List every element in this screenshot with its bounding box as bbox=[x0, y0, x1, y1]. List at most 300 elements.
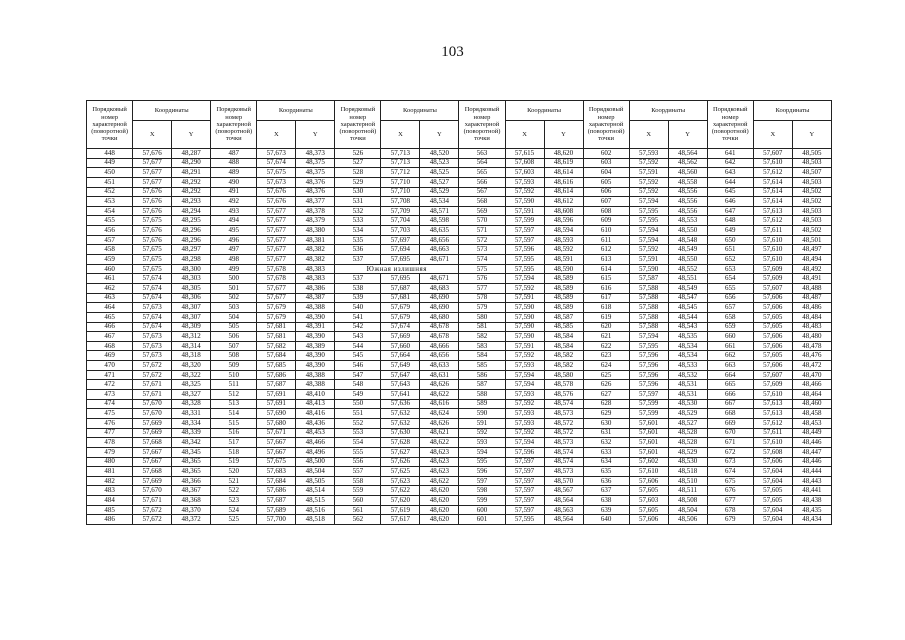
y-cell: 48,287 bbox=[172, 149, 211, 159]
point-number-cell: 514 bbox=[211, 409, 257, 419]
table-row bbox=[87, 149, 832, 159]
y-cell: 48,529 bbox=[668, 409, 707, 419]
x-cell: 57,592 bbox=[505, 399, 544, 409]
y-cell: 48,388 bbox=[296, 303, 335, 313]
point-number-cell: 488 bbox=[211, 158, 257, 168]
point-number-cell: 643 bbox=[707, 168, 753, 178]
y-cell: 48,389 bbox=[296, 341, 335, 351]
point-number-cell: 489 bbox=[211, 168, 257, 178]
y-cell: 48,574 bbox=[544, 399, 583, 409]
point-number-cell: 611 bbox=[583, 235, 629, 245]
point-number-cell: 547 bbox=[335, 370, 381, 380]
point-number-cell: 675 bbox=[707, 476, 753, 486]
point-number-cell: 615 bbox=[583, 274, 629, 284]
point-number-cell: 605 bbox=[583, 177, 629, 187]
x-cell: 57,610 bbox=[753, 235, 792, 245]
section-note: Южная излишняя bbox=[335, 264, 459, 274]
y-cell: 48,480 bbox=[792, 332, 831, 342]
y-cell: 48,441 bbox=[792, 486, 831, 496]
point-number-cell: 606 bbox=[583, 187, 629, 197]
y-cell: 48,294 bbox=[172, 206, 211, 216]
point-number-cell: 448 bbox=[87, 149, 133, 159]
y-cell: 48,511 bbox=[668, 486, 707, 496]
x-cell: 57,597 bbox=[629, 390, 668, 400]
x-cell: 57,608 bbox=[753, 447, 792, 457]
point-number-cell: 588 bbox=[459, 390, 505, 400]
x-cell: 57,677 bbox=[257, 206, 296, 216]
x-cell: 57,588 bbox=[629, 322, 668, 332]
point-number-cell: 469 bbox=[87, 351, 133, 361]
x-cell: 57,587 bbox=[629, 274, 668, 284]
y-cell: 48,486 bbox=[792, 303, 831, 313]
x-cell: 57,604 bbox=[753, 505, 792, 515]
y-cell: 48,460 bbox=[792, 399, 831, 409]
point-number-cell: 495 bbox=[211, 226, 257, 236]
point-number-cell: 626 bbox=[583, 380, 629, 390]
point-number-cell: 467 bbox=[87, 332, 133, 342]
x-cell: 57,612 bbox=[753, 216, 792, 226]
y-cell: 48,589 bbox=[544, 274, 583, 284]
point-number-cell: 463 bbox=[87, 293, 133, 303]
point-number-cell: 609 bbox=[583, 216, 629, 226]
x-cell: 57,592 bbox=[629, 177, 668, 187]
x-cell: 57,612 bbox=[753, 418, 792, 428]
x-cell: 57,680 bbox=[257, 418, 296, 428]
y-cell: 48,593 bbox=[544, 235, 583, 245]
x-cell: 57,686 bbox=[257, 370, 296, 380]
x-cell: 57,671 bbox=[133, 380, 172, 390]
y-cell: 48,342 bbox=[172, 438, 211, 448]
table-row bbox=[87, 312, 832, 322]
x-cell: 57,669 bbox=[133, 476, 172, 486]
point-number-cell: 561 bbox=[335, 505, 381, 515]
y-cell: 48,303 bbox=[172, 274, 211, 284]
x-cell: 57,588 bbox=[629, 283, 668, 293]
y-cell: 48,591 bbox=[544, 255, 583, 265]
x-cell: 57,591 bbox=[505, 341, 544, 351]
y-cell: 48,574 bbox=[544, 457, 583, 467]
point-number-cell: 499 bbox=[211, 264, 257, 274]
header-coordinates: Координаты bbox=[133, 101, 211, 121]
y-cell: 48,388 bbox=[296, 380, 335, 390]
point-number-cell: 667 bbox=[707, 399, 753, 409]
point-number-cell: 570 bbox=[459, 216, 505, 226]
x-cell: 57,615 bbox=[505, 149, 544, 159]
x-cell: 57,712 bbox=[381, 168, 420, 178]
y-cell: 48,530 bbox=[668, 399, 707, 409]
x-cell: 57,625 bbox=[381, 467, 420, 477]
point-number-cell: 654 bbox=[707, 274, 753, 284]
y-cell: 48,365 bbox=[172, 467, 211, 477]
y-cell: 48,305 bbox=[172, 283, 211, 293]
x-cell: 57,609 bbox=[753, 274, 792, 284]
x-cell: 57,592 bbox=[629, 187, 668, 197]
point-number-cell: 597 bbox=[459, 476, 505, 486]
x-cell: 57,595 bbox=[629, 216, 668, 226]
y-cell: 48,626 bbox=[420, 418, 459, 428]
x-cell: 57,603 bbox=[629, 496, 668, 506]
point-number-cell: 520 bbox=[211, 467, 257, 477]
x-cell: 57,611 bbox=[753, 428, 792, 438]
point-number-cell: 662 bbox=[707, 351, 753, 361]
x-cell: 57,622 bbox=[381, 486, 420, 496]
point-number-cell: 486 bbox=[87, 515, 133, 525]
y-cell: 48,367 bbox=[172, 486, 211, 496]
x-cell: 57,591 bbox=[629, 255, 668, 265]
table-row bbox=[87, 274, 832, 284]
x-cell: 57,679 bbox=[257, 303, 296, 313]
y-cell: 48,576 bbox=[544, 390, 583, 400]
x-cell: 57,675 bbox=[133, 216, 172, 226]
point-number-cell: 584 bbox=[459, 351, 505, 361]
x-cell: 57,687 bbox=[257, 380, 296, 390]
header-y: Y bbox=[792, 121, 831, 149]
y-cell: 48,488 bbox=[792, 283, 831, 293]
x-cell: 57,676 bbox=[133, 226, 172, 236]
point-number-cell: 635 bbox=[583, 467, 629, 477]
point-number-cell: 529 bbox=[335, 177, 381, 187]
y-cell: 48,295 bbox=[172, 216, 211, 226]
y-cell: 48,307 bbox=[172, 312, 211, 322]
y-cell: 48,339 bbox=[172, 428, 211, 438]
x-cell: 57,677 bbox=[133, 158, 172, 168]
y-cell: 48,534 bbox=[420, 197, 459, 207]
x-cell: 57,673 bbox=[133, 341, 172, 351]
x-cell: 57,677 bbox=[257, 245, 296, 255]
table-row bbox=[87, 380, 832, 390]
point-number-cell: 524 bbox=[211, 505, 257, 515]
x-cell: 57,606 bbox=[753, 341, 792, 351]
point-number-cell: 540 bbox=[335, 303, 381, 313]
header-x: X bbox=[629, 121, 668, 149]
x-cell: 57,614 bbox=[753, 197, 792, 207]
x-cell: 57,605 bbox=[753, 351, 792, 361]
x-cell: 57,672 bbox=[133, 361, 172, 371]
point-number-cell: 631 bbox=[583, 428, 629, 438]
x-cell: 57,677 bbox=[257, 216, 296, 226]
x-cell: 57,677 bbox=[133, 177, 172, 187]
point-number-cell: 629 bbox=[583, 409, 629, 419]
point-number-cell: 526 bbox=[335, 149, 381, 159]
y-cell: 48,550 bbox=[668, 255, 707, 265]
point-number-cell: 624 bbox=[583, 361, 629, 371]
point-number-cell: 602 bbox=[583, 149, 629, 159]
y-cell: 48,390 bbox=[296, 332, 335, 342]
table-row bbox=[87, 515, 832, 525]
x-cell: 57,620 bbox=[381, 496, 420, 506]
x-cell: 57,675 bbox=[257, 457, 296, 467]
y-cell: 48,372 bbox=[172, 515, 211, 525]
x-cell: 57,606 bbox=[753, 332, 792, 342]
y-cell: 48,503 bbox=[792, 177, 831, 187]
point-number-cell: 568 bbox=[459, 197, 505, 207]
x-cell: 57,609 bbox=[753, 380, 792, 390]
x-cell: 57,603 bbox=[505, 168, 544, 178]
x-cell: 57,679 bbox=[381, 312, 420, 322]
x-cell: 57,610 bbox=[753, 438, 792, 448]
point-number-cell: 545 bbox=[335, 351, 381, 361]
x-cell: 57,610 bbox=[753, 245, 792, 255]
point-number-cell: 664 bbox=[707, 370, 753, 380]
point-number-cell: 583 bbox=[459, 341, 505, 351]
y-cell: 48,505 bbox=[296, 476, 335, 486]
x-cell: 57,606 bbox=[629, 515, 668, 525]
point-number-cell: 510 bbox=[211, 370, 257, 380]
header-x: X bbox=[381, 121, 420, 149]
y-cell: 48,309 bbox=[172, 322, 211, 332]
y-cell: 48,377 bbox=[296, 197, 335, 207]
y-cell: 48,556 bbox=[668, 206, 707, 216]
x-cell: 57,672 bbox=[133, 515, 172, 525]
point-number-cell: 511 bbox=[211, 380, 257, 390]
y-cell: 48,504 bbox=[296, 467, 335, 477]
x-cell: 57,613 bbox=[753, 399, 792, 409]
header-x: X bbox=[257, 121, 296, 149]
x-cell: 57,674 bbox=[133, 283, 172, 293]
y-cell: 48,375 bbox=[296, 158, 335, 168]
point-number-cell: 580 bbox=[459, 312, 505, 322]
x-cell: 57,679 bbox=[257, 312, 296, 322]
point-number-cell: 559 bbox=[335, 486, 381, 496]
point-number-cell: 610 bbox=[583, 226, 629, 236]
x-cell: 57,597 bbox=[505, 457, 544, 467]
y-cell: 48,383 bbox=[296, 274, 335, 284]
point-number-cell: 505 bbox=[211, 322, 257, 332]
point-number-cell: 673 bbox=[707, 457, 753, 467]
y-cell: 48,378 bbox=[296, 206, 335, 216]
header-point-number: Порядковый номер характерной (поворотной) точки bbox=[335, 101, 381, 149]
point-number-cell: 600 bbox=[459, 505, 505, 515]
x-cell: 57,588 bbox=[629, 293, 668, 303]
x-cell: 57,590 bbox=[505, 303, 544, 313]
y-cell: 48,623 bbox=[420, 447, 459, 457]
point-number-cell: 483 bbox=[87, 486, 133, 496]
x-cell: 57,671 bbox=[257, 428, 296, 438]
y-cell: 48,622 bbox=[420, 438, 459, 448]
x-cell: 57,676 bbox=[133, 235, 172, 245]
x-cell: 57,601 bbox=[629, 428, 668, 438]
point-number-cell: 521 bbox=[211, 476, 257, 486]
point-number-cell: 472 bbox=[87, 380, 133, 390]
y-cell: 48,533 bbox=[668, 361, 707, 371]
x-cell: 57,649 bbox=[381, 361, 420, 371]
x-cell: 57,630 bbox=[381, 428, 420, 438]
x-cell: 57,703 bbox=[381, 226, 420, 236]
x-cell: 57,668 bbox=[133, 467, 172, 477]
x-cell: 57,628 bbox=[381, 438, 420, 448]
x-cell: 57,676 bbox=[133, 206, 172, 216]
point-number-cell: 481 bbox=[87, 467, 133, 477]
point-number-cell: 623 bbox=[583, 351, 629, 361]
point-number-cell: 621 bbox=[583, 332, 629, 342]
x-cell: 57,668 bbox=[133, 438, 172, 448]
table-row bbox=[87, 496, 832, 506]
y-cell: 48,656 bbox=[420, 235, 459, 245]
x-cell: 57,675 bbox=[133, 255, 172, 265]
header-y: Y bbox=[668, 121, 707, 149]
x-cell: 57,595 bbox=[505, 515, 544, 525]
x-cell: 57,682 bbox=[257, 341, 296, 351]
x-cell: 57,610 bbox=[753, 255, 792, 265]
point-number-cell: 594 bbox=[459, 447, 505, 457]
x-cell: 57,613 bbox=[753, 409, 792, 419]
x-cell: 57,643 bbox=[381, 380, 420, 390]
y-cell: 48,678 bbox=[420, 332, 459, 342]
point-number-cell: 622 bbox=[583, 341, 629, 351]
x-cell: 57,612 bbox=[753, 168, 792, 178]
y-cell: 48,318 bbox=[172, 351, 211, 361]
x-cell: 57,677 bbox=[133, 168, 172, 178]
x-cell: 57,623 bbox=[381, 476, 420, 486]
y-cell: 48,534 bbox=[668, 351, 707, 361]
table-row bbox=[87, 447, 832, 457]
point-number-cell: 672 bbox=[707, 447, 753, 457]
point-number-cell: 479 bbox=[87, 447, 133, 457]
x-cell: 57,660 bbox=[381, 341, 420, 351]
y-cell: 48,612 bbox=[544, 197, 583, 207]
y-cell: 48,633 bbox=[420, 361, 459, 371]
point-number-cell: 554 bbox=[335, 438, 381, 448]
point-number-cell: 504 bbox=[211, 312, 257, 322]
y-cell: 48,635 bbox=[420, 226, 459, 236]
y-cell: 48,585 bbox=[544, 322, 583, 332]
x-cell: 57,593 bbox=[629, 149, 668, 159]
point-number-cell: 595 bbox=[459, 457, 505, 467]
y-cell: 48,487 bbox=[792, 293, 831, 303]
y-cell: 48,547 bbox=[668, 293, 707, 303]
x-cell: 57,673 bbox=[257, 149, 296, 159]
y-cell: 48,507 bbox=[792, 168, 831, 178]
y-cell: 48,620 bbox=[420, 486, 459, 496]
y-cell: 48,552 bbox=[668, 264, 707, 274]
point-number-cell: 471 bbox=[87, 370, 133, 380]
x-cell: 57,667 bbox=[133, 447, 172, 457]
x-cell: 57,632 bbox=[381, 409, 420, 419]
y-cell: 48,506 bbox=[668, 515, 707, 525]
y-cell: 48,563 bbox=[544, 505, 583, 515]
x-cell: 57,674 bbox=[133, 322, 172, 332]
point-number-cell: 648 bbox=[707, 216, 753, 226]
y-cell: 48,449 bbox=[792, 428, 831, 438]
x-cell: 57,677 bbox=[257, 226, 296, 236]
y-cell: 48,614 bbox=[544, 168, 583, 178]
y-cell: 48,472 bbox=[792, 361, 831, 371]
y-cell: 48,582 bbox=[544, 361, 583, 371]
point-number-cell: 451 bbox=[87, 177, 133, 187]
point-number-cell: 636 bbox=[583, 476, 629, 486]
x-cell: 57,667 bbox=[257, 438, 296, 448]
y-cell: 48,312 bbox=[172, 332, 211, 342]
y-cell: 48,631 bbox=[420, 370, 459, 380]
header-coordinates: Координаты bbox=[505, 101, 583, 121]
table-row bbox=[87, 293, 832, 303]
point-number-cell: 474 bbox=[87, 399, 133, 409]
point-number-cell: 453 bbox=[87, 197, 133, 207]
table-header bbox=[87, 101, 832, 149]
header-point-number: Порядковый номер характерной (поворотной) точки bbox=[583, 101, 629, 149]
y-cell: 48,525 bbox=[420, 168, 459, 178]
y-cell: 48,307 bbox=[172, 303, 211, 313]
x-cell: 57,695 bbox=[381, 255, 420, 265]
x-cell: 57,595 bbox=[505, 264, 544, 274]
y-cell: 48,366 bbox=[172, 476, 211, 486]
point-number-cell: 537 bbox=[335, 255, 381, 265]
y-cell: 48,370 bbox=[172, 505, 211, 515]
y-cell: 48,534 bbox=[668, 341, 707, 351]
point-number-cell: 518 bbox=[211, 447, 257, 457]
y-cell: 48,608 bbox=[544, 206, 583, 216]
point-number-cell: 538 bbox=[335, 283, 381, 293]
point-number-cell: 591 bbox=[459, 418, 505, 428]
y-cell: 48,390 bbox=[296, 351, 335, 361]
table-row bbox=[87, 187, 832, 197]
point-number-cell: 461 bbox=[87, 274, 133, 284]
y-cell: 48,298 bbox=[172, 255, 211, 265]
x-cell: 57,670 bbox=[133, 409, 172, 419]
point-number-cell: 493 bbox=[211, 206, 257, 216]
coordinates-table bbox=[86, 100, 832, 525]
table-row bbox=[87, 390, 832, 400]
x-cell: 57,606 bbox=[629, 476, 668, 486]
x-cell: 57,601 bbox=[629, 418, 668, 428]
x-cell: 57,608 bbox=[505, 158, 544, 168]
table-row bbox=[87, 399, 832, 409]
point-number-cell: 548 bbox=[335, 380, 381, 390]
x-cell: 57,667 bbox=[257, 447, 296, 457]
x-cell: 57,609 bbox=[753, 264, 792, 274]
point-number-cell: 470 bbox=[87, 361, 133, 371]
y-cell: 48,296 bbox=[172, 226, 211, 236]
y-cell: 48,690 bbox=[420, 303, 459, 313]
point-number-cell: 679 bbox=[707, 515, 753, 525]
x-cell: 57,594 bbox=[505, 438, 544, 448]
x-cell: 57,710 bbox=[381, 177, 420, 187]
point-number-cell: 482 bbox=[87, 476, 133, 486]
y-cell: 48,622 bbox=[420, 390, 459, 400]
y-cell: 48,598 bbox=[420, 216, 459, 226]
y-cell: 48,531 bbox=[668, 390, 707, 400]
y-cell: 48,544 bbox=[668, 312, 707, 322]
point-number-cell: 473 bbox=[87, 390, 133, 400]
y-cell: 48,567 bbox=[544, 486, 583, 496]
point-number-cell: 589 bbox=[459, 399, 505, 409]
point-number-cell: 633 bbox=[583, 447, 629, 457]
x-cell: 57,684 bbox=[257, 476, 296, 486]
y-cell: 48,497 bbox=[792, 245, 831, 255]
point-number-cell: 586 bbox=[459, 370, 505, 380]
point-number-cell: 574 bbox=[459, 255, 505, 265]
x-cell: 57,599 bbox=[629, 409, 668, 419]
point-number-cell: 494 bbox=[211, 216, 257, 226]
header-point-number: Порядковый номер характерной (поворотной) точки bbox=[211, 101, 257, 149]
x-cell: 57,708 bbox=[381, 197, 420, 207]
point-number-cell: 674 bbox=[707, 467, 753, 477]
y-cell: 48,560 bbox=[668, 168, 707, 178]
table-row bbox=[87, 206, 832, 216]
header-coordinates: Координаты bbox=[257, 101, 335, 121]
y-cell: 48,484 bbox=[792, 312, 831, 322]
x-cell: 57,674 bbox=[133, 312, 172, 322]
point-number-cell: 630 bbox=[583, 418, 629, 428]
y-cell: 48,590 bbox=[544, 264, 583, 274]
x-cell: 57,593 bbox=[505, 418, 544, 428]
point-number-cell: 576 bbox=[459, 274, 505, 284]
y-cell: 48,532 bbox=[668, 370, 707, 380]
x-cell: 57,605 bbox=[753, 486, 792, 496]
y-cell: 48,375 bbox=[296, 168, 335, 178]
y-cell: 48,573 bbox=[544, 409, 583, 419]
y-cell: 48,386 bbox=[296, 283, 335, 293]
